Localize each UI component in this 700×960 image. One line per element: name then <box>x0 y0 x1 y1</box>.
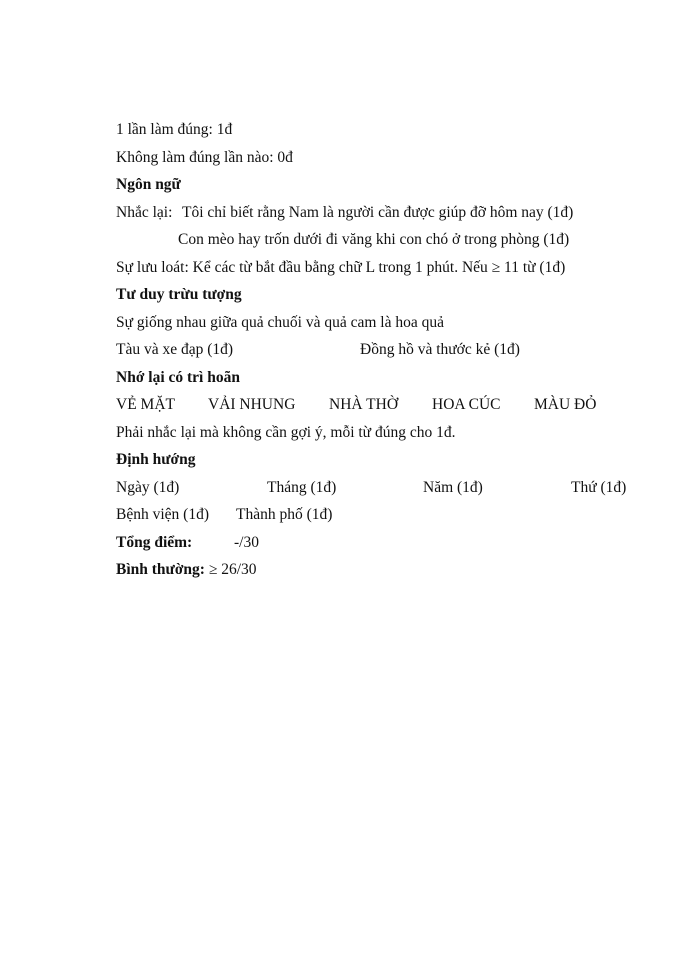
abstraction-item-1: Tàu và xe đạp (1đ) <box>116 341 234 358</box>
abstraction-item-2: Đồng hồ và thước kẻ (1đ) <box>360 341 520 358</box>
orientation-item: Ngày (1đ) <box>116 479 180 496</box>
orientation-item: Tháng (1đ) <box>267 479 337 496</box>
repeat-label: Nhắc lại: <box>116 204 173 221</box>
recall-note: Phải nhắc lại mà không cần gợi ý, mỗi từ đúng cho 1đ. <box>116 424 456 441</box>
repeat-sentence-2: Con mèo hay trốn dưới đi văng khi con chó ở trong phòng (1đ) <box>178 231 570 248</box>
recall-word: MÀU ĐỎ <box>534 396 597 413</box>
abstraction-heading: Tư duy trừu tượng <box>116 286 242 303</box>
abstraction-example: Sự giống nhau giữa quả chuối và quả cam là hoa quả <box>116 314 445 331</box>
delayed-recall-heading: Nhớ lại có trì hoãn <box>116 369 240 386</box>
total-score-label: Tổng điểm: <box>116 534 193 551</box>
recall-word: HOA CÚC <box>432 396 501 413</box>
recall-word: NHÀ THỜ <box>329 396 399 413</box>
repeat-sentence-1: Tôi chỉ biết rằng Nam là người cần được giúp đỡ hôm nay (1đ) <box>182 204 574 221</box>
orientation-item: Năm (1đ) <box>423 479 483 496</box>
normal-score-label: Bình thường: <box>116 561 205 578</box>
orientation-item: Thứ (1đ) <box>571 479 627 496</box>
scoring-none-correct: Không làm đúng lần nào: 0đ <box>116 149 293 166</box>
language-heading: Ngôn ngữ <box>116 176 181 193</box>
recall-word: VẢI NHUNG <box>208 396 296 413</box>
orientation-item: Thành phố (1đ) <box>236 506 333 523</box>
recall-word: VẺ MẶT <box>116 396 175 413</box>
scoring-one-correct: 1 lần làm đúng: 1đ <box>116 121 233 138</box>
total-score-value: -/30 <box>234 534 259 551</box>
orientation-heading: Định hướng <box>116 451 196 468</box>
normal-score-value: ≥ 26/30 <box>208 561 257 578</box>
orientation-item: Bệnh viện (1đ) <box>116 506 209 523</box>
normal-score <box>116 561 257 579</box>
fluency-item: Sự lưu loát: Kể các từ bắt đầu bằng chữ L trong 1 phút. Nếu ≥ 11 từ (1đ) <box>116 259 566 276</box>
